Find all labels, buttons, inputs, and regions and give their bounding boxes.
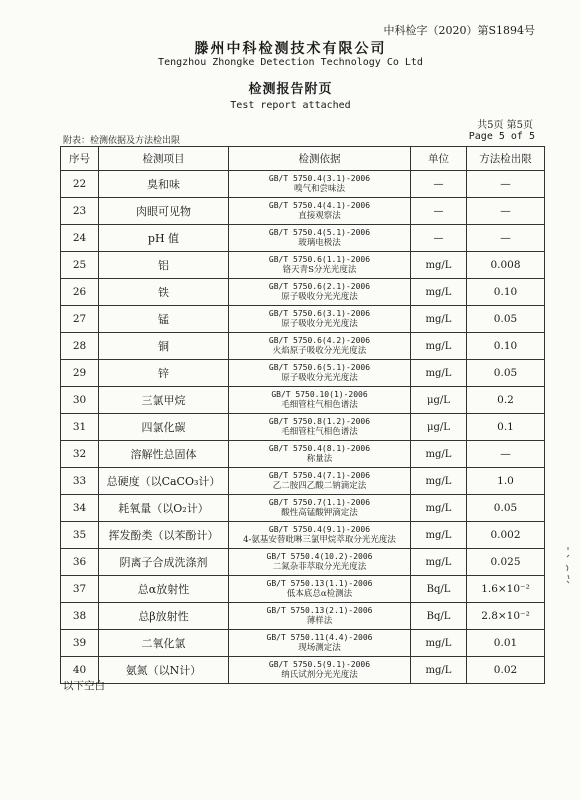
standard-code: GB/T 5750.6(2.1)-2006 — [268, 282, 371, 291]
method-name: 毛细管柱气相色谱法 — [281, 400, 358, 410]
unit: mg/L — [411, 333, 467, 360]
standard-code: GB/T 5750.13(1.1)-2006 — [266, 579, 373, 588]
test-item: 锰 — [99, 306, 229, 333]
test-basis — [229, 360, 411, 387]
method-name: 直接观察法 — [298, 211, 341, 221]
test-item: 总α放射性 — [99, 576, 229, 603]
test-basis — [229, 549, 411, 576]
table-row — [61, 252, 545, 279]
header-basis: 检测依据 — [229, 147, 411, 171]
test-basis — [229, 414, 411, 441]
unit: mg/L — [411, 468, 467, 495]
method-name: 现场测定法 — [298, 643, 341, 653]
test-item: 挥发酚类（以苯酚计） — [99, 522, 229, 549]
row-number: 25 — [61, 252, 99, 279]
standard-code: GB/T 5750.4(9.1)-2006 — [268, 525, 371, 534]
standard-code: GB/T 5750.10(1)-2006 — [271, 390, 368, 399]
test-basis — [229, 198, 411, 225]
unit: mg/L — [411, 495, 467, 522]
method-name: 火焰原子吸收分光光度法 — [272, 346, 367, 356]
company-name-en: Tengzhou Zhongke Detection Technology Co Ltd — [158, 57, 423, 68]
detection-limit: — — [467, 171, 545, 198]
detection-limit: 0.05 — [467, 306, 545, 333]
unit: mg/L — [411, 252, 467, 279]
table-row — [61, 603, 545, 630]
standard-code: GB/T 5750.5(9.1)-2006 — [268, 660, 371, 669]
header-limit: 方法检出限 — [467, 147, 545, 171]
test-item: 臭和味 — [99, 171, 229, 198]
standard-code: GB/T 5750.4(3.1)-2006 — [268, 174, 371, 183]
method-name: 低本底总α检测法 — [286, 589, 353, 599]
test-item: 铁 — [99, 279, 229, 306]
standard-code: GB/T 5750.13(2.1)-2006 — [266, 606, 373, 615]
row-number: 36 — [61, 549, 99, 576]
unit: mg/L — [411, 657, 467, 684]
table-row — [61, 414, 545, 441]
method-name: 4-氨基安替吡啉三氯甲烷萃取分光光度法 — [243, 535, 396, 545]
table-row — [61, 576, 545, 603]
method-name: 铬天青S分光光度法 — [282, 265, 357, 275]
standard-code: GB/T 5750.4(8.1)-2006 — [268, 444, 371, 453]
standard-code: GB/T 5750.8(1.2)-2006 — [268, 417, 371, 426]
test-basis — [229, 441, 411, 468]
page-title-cn: 检测报告附页 — [248, 82, 333, 97]
row-number: 39 — [61, 630, 99, 657]
standard-code: GB/T 5750.4(4.1)-2006 — [268, 201, 371, 210]
detection-limit: 0.2 — [467, 387, 545, 414]
test-item: 总硬度（以CaCO₃计） — [99, 468, 229, 495]
page-indicator-cn: 共5页 第5页 — [477, 120, 533, 131]
method-name: 乙二胺四乙酸二钠滴定法 — [272, 481, 367, 491]
detection-limit: 0.05 — [467, 495, 545, 522]
standard-code: GB/T 5750.7(1.1)-2006 — [268, 498, 371, 507]
test-basis — [229, 603, 411, 630]
row-number: 35 — [61, 522, 99, 549]
row-number: 22 — [61, 171, 99, 198]
row-number: 34 — [61, 495, 99, 522]
unit: — — [411, 225, 467, 252]
test-basis — [229, 657, 411, 684]
method-name: 称量法 — [306, 454, 333, 464]
row-number: 31 — [61, 414, 99, 441]
header-unit: 单位 — [411, 147, 467, 171]
method-name: 玻璃电极法 — [298, 238, 341, 248]
row-number: 40 — [61, 657, 99, 684]
table-row — [61, 630, 545, 657]
detection-limit: 0.008 — [467, 252, 545, 279]
table-row — [61, 279, 545, 306]
detection-limit: 0.002 — [467, 522, 545, 549]
detection-limit: 0.10 — [467, 279, 545, 306]
table-row — [61, 198, 545, 225]
detection-limit: 1.0 — [467, 468, 545, 495]
test-basis — [229, 495, 411, 522]
detection-limit: 0.1 — [467, 414, 545, 441]
test-basis — [229, 522, 411, 549]
test-basis — [229, 306, 411, 333]
detection-methods-table — [60, 146, 545, 684]
detection-limit: 0.01 — [467, 630, 545, 657]
test-item: 氨氮（以N计） — [99, 657, 229, 684]
unit: mg/L — [411, 306, 467, 333]
test-basis — [229, 387, 411, 414]
standard-code: GB/T 5750.4(5.1)-2006 — [268, 228, 371, 237]
detection-limit: — — [467, 225, 545, 252]
unit: μg/L — [411, 414, 467, 441]
test-basis — [229, 333, 411, 360]
method-name: 嗅气和尝味法 — [293, 184, 345, 194]
test-item: 阴离子合成洗涤剂 — [99, 549, 229, 576]
detection-limit: 0.10 — [467, 333, 545, 360]
detection-limit: — — [467, 198, 545, 225]
row-number: 27 — [61, 306, 99, 333]
margin-scribble-icon — [563, 545, 573, 585]
unit: — — [411, 198, 467, 225]
standard-code: GB/T 5750.4(7.1)-2006 — [268, 471, 371, 480]
row-number: 23 — [61, 198, 99, 225]
test-item: 肉眼可见物 — [99, 198, 229, 225]
table-row — [61, 468, 545, 495]
test-item: 二氧化氯 — [99, 630, 229, 657]
test-basis — [229, 279, 411, 306]
method-name: 毛细管柱气相色谱法 — [281, 427, 358, 437]
detection-limit: 1.6×10⁻² — [467, 576, 545, 603]
method-name: 原子吸收分光光度法 — [281, 373, 358, 383]
unit: mg/L — [411, 522, 467, 549]
detection-limit: 0.025 — [467, 549, 545, 576]
row-number: 24 — [61, 225, 99, 252]
table-body — [61, 171, 545, 684]
unit: Bq/L — [411, 603, 467, 630]
unit: μg/L — [411, 387, 467, 414]
standard-code: GB/T 5750.6(1.1)-2006 — [268, 255, 371, 264]
table-row — [61, 549, 545, 576]
row-number: 26 — [61, 279, 99, 306]
method-name: 二氮杂菲萃取分光光度法 — [272, 562, 367, 572]
standard-code: GB/T 5750.6(4.2)-2006 — [268, 336, 371, 345]
table-row — [61, 657, 545, 684]
row-number: 28 — [61, 333, 99, 360]
table-row — [61, 171, 545, 198]
row-number: 33 — [61, 468, 99, 495]
unit: mg/L — [411, 549, 467, 576]
page-title-en: Test report attached — [230, 100, 351, 111]
detection-limit: 0.02 — [467, 657, 545, 684]
row-number: 29 — [61, 360, 99, 387]
test-item: 四氯化碳 — [99, 414, 229, 441]
table-row — [61, 360, 545, 387]
header-no: 序号 — [61, 147, 99, 171]
test-basis — [229, 171, 411, 198]
company-name-cn: 滕州中科检测技术有限公司 — [194, 41, 387, 57]
table-row — [61, 441, 545, 468]
test-item: 铜 — [99, 333, 229, 360]
header-item: 检测项目 — [99, 147, 229, 171]
unit: mg/L — [411, 441, 467, 468]
method-name: 酸性高锰酸钾滴定法 — [281, 508, 358, 518]
method-name: 原子吸收分光光度法 — [281, 292, 358, 302]
method-name: 原子吸收分光光度法 — [281, 319, 358, 329]
test-item: 溶解性总固体 — [99, 441, 229, 468]
table-row — [61, 495, 545, 522]
method-name: 纳氏试剂分光光度法 — [281, 670, 358, 680]
test-item: 三氯甲烷 — [99, 387, 229, 414]
table-row — [61, 306, 545, 333]
table-row — [61, 333, 545, 360]
method-name: 薄样法 — [306, 616, 333, 626]
detection-limit: — — [467, 441, 545, 468]
test-item: pH 值 — [99, 225, 229, 252]
row-number: 32 — [61, 441, 99, 468]
table-row — [61, 387, 545, 414]
test-basis — [229, 576, 411, 603]
row-number: 38 — [61, 603, 99, 630]
test-basis — [229, 468, 411, 495]
page-indicator-en: Page 5 of 5 — [468, 131, 535, 142]
standard-code: GB/T 5750.6(5.1)-2006 — [268, 363, 371, 372]
appendix-label: 附表：检测依据及方法检出限 — [63, 136, 181, 146]
test-item: 耗氧量（以O₂计） — [99, 495, 229, 522]
detection-limit: 0.05 — [467, 360, 545, 387]
standard-code: GB/T 5750.11(4.4)-2006 — [266, 633, 373, 642]
unit: mg/L — [411, 630, 467, 657]
standard-code: GB/T 5750.6(3.1)-2006 — [268, 309, 371, 318]
standard-code: GB/T 5750.4(10.2)-2006 — [266, 552, 373, 561]
unit: mg/L — [411, 279, 467, 306]
test-basis — [229, 252, 411, 279]
table-header-row — [61, 147, 545, 171]
row-number: 37 — [61, 576, 99, 603]
test-item: 锌 — [99, 360, 229, 387]
test-item: 总β放射性 — [99, 603, 229, 630]
unit: Bq/L — [411, 576, 467, 603]
row-number: 30 — [61, 387, 99, 414]
test-basis — [229, 225, 411, 252]
test-item: 铝 — [99, 252, 229, 279]
detection-limit: 2.8×10⁻² — [467, 603, 545, 630]
report-number: 中科检字（2020）第S1894号 — [383, 24, 535, 37]
blank-below-note: 以下空白 — [63, 680, 105, 692]
table-row — [61, 225, 545, 252]
unit: mg/L — [411, 360, 467, 387]
unit: — — [411, 171, 467, 198]
table-row — [61, 522, 545, 549]
test-basis — [229, 630, 411, 657]
